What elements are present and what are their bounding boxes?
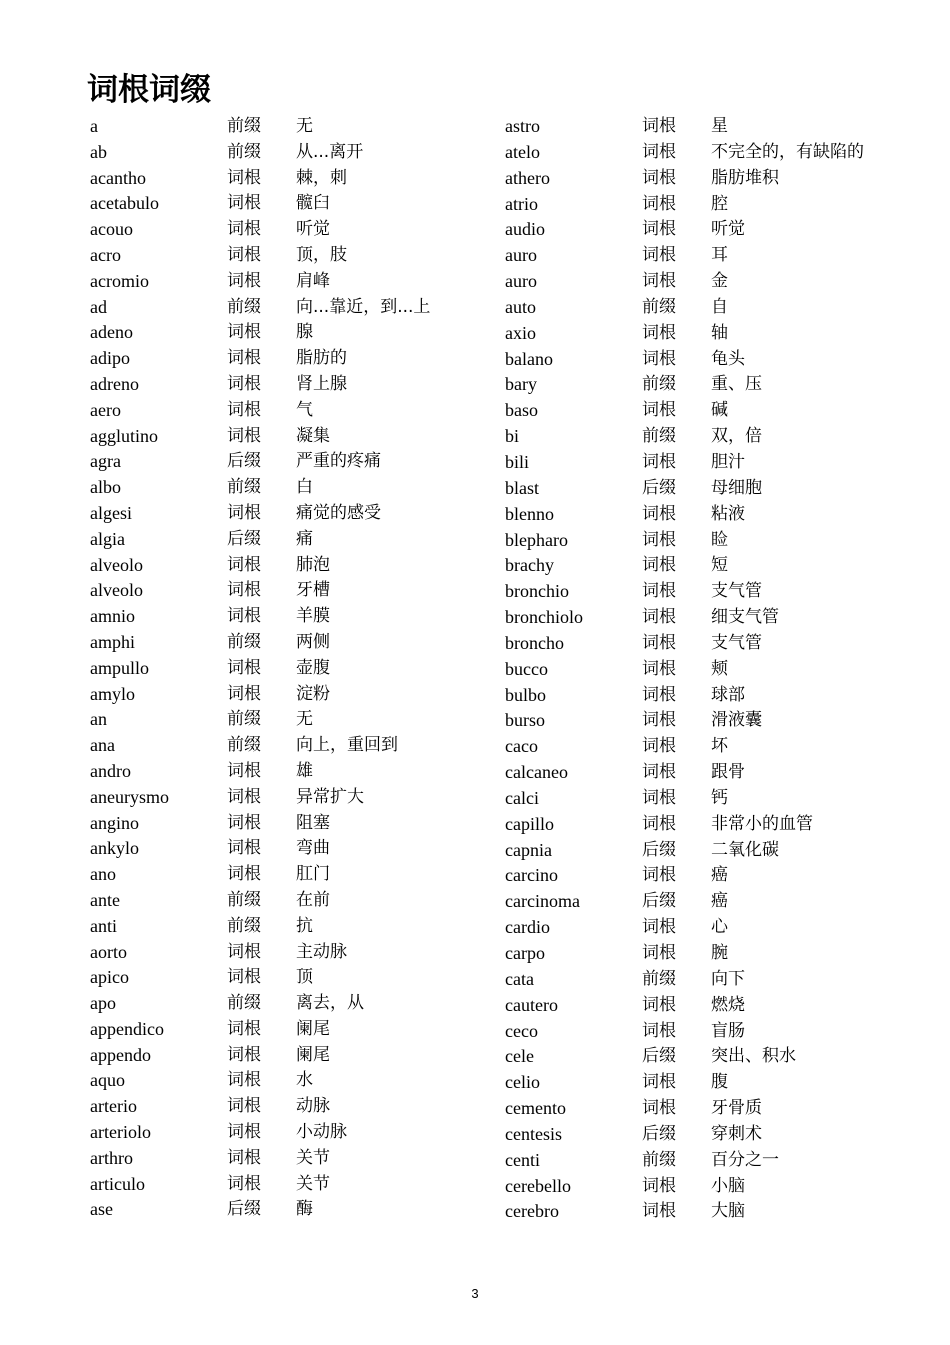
entry-meaning: 凝集: [296, 425, 330, 446]
entry-meaning: 肛门: [296, 864, 330, 885]
entry-meaning: 母细胞: [711, 477, 762, 498]
entry-term: aneurysmo: [90, 786, 169, 807]
entry-term: ante: [90, 889, 120, 910]
entry-type: 前缀: [227, 296, 261, 317]
entry-term: burso: [505, 710, 545, 731]
entry-meaning: 主动脉: [296, 941, 347, 962]
entry-type: 词根: [642, 1098, 676, 1119]
entry-type: 词根: [227, 348, 261, 369]
entry-meaning: 弯曲: [296, 838, 330, 859]
entry-meaning: 球部: [711, 684, 745, 705]
entry-type: 词根: [227, 167, 261, 188]
entry-meaning: 顶: [296, 967, 313, 988]
entry-term: amnio: [90, 606, 135, 627]
entry-term: blenno: [505, 503, 554, 524]
entry-type: 词根: [642, 348, 676, 369]
entry-term: caco: [505, 736, 538, 757]
entry-type: 词根: [642, 219, 676, 240]
entry-meaning: 无: [296, 116, 313, 136]
entry-type: 词根: [642, 193, 676, 214]
entry-meaning: 阻塞: [296, 812, 330, 833]
entry-term: algesi: [90, 502, 132, 523]
entry-meaning: 碱: [711, 400, 728, 421]
entry-meaning: 顶，肢: [296, 244, 347, 265]
entry-term: acouo: [90, 219, 133, 240]
entry-type: 后缀: [642, 477, 676, 498]
entry-term: adipo: [90, 348, 130, 369]
entry-meaning: 不完全的，有缺陷的: [711, 141, 864, 162]
entry-meaning: 离去，从: [296, 993, 364, 1014]
entry-type: 词根: [642, 245, 676, 266]
entry-type: 词根: [227, 1122, 261, 1143]
entry-term: atrio: [505, 193, 538, 214]
entry-meaning: 雄: [296, 760, 313, 781]
entry-meaning: 胆汁: [711, 451, 745, 472]
entry-term: algia: [90, 528, 125, 549]
entry-term: auro: [505, 245, 537, 266]
entry-type: 前缀: [642, 374, 676, 395]
entry-meaning: 羊膜: [296, 606, 330, 627]
entry-term: bary: [505, 374, 537, 395]
entry-type: 词根: [642, 736, 676, 757]
page-title: 词根词缀: [87, 72, 211, 108]
entry-term: appendico: [90, 1018, 164, 1039]
entry-term: aero: [90, 399, 121, 420]
entry-type: 词根: [642, 400, 676, 421]
entry-type: 词根: [642, 684, 676, 705]
page-number: 3: [471, 1286, 479, 1301]
entry-term: bronchio: [505, 581, 569, 602]
entry-term: cerebello: [505, 1175, 571, 1196]
entry-meaning: 龟头: [711, 348, 745, 369]
entry-type: 词根: [227, 786, 261, 807]
entry-term: aquo: [90, 1070, 125, 1091]
entry-type: 前缀: [227, 709, 261, 730]
entry-meaning: 听觉: [711, 219, 745, 240]
entry-term: angino: [90, 812, 139, 833]
entry-meaning: 粘液: [711, 503, 745, 524]
entry-term: carpo: [505, 943, 545, 963]
entry-meaning: 耳: [711, 245, 728, 266]
entry-meaning: 从...离开: [296, 141, 364, 162]
entry-type: 词根: [642, 322, 676, 343]
entry-term: calci: [505, 787, 539, 808]
entry-type: 词根: [642, 813, 676, 834]
entry-meaning: 腔: [711, 193, 728, 214]
entry-meaning: 睑: [711, 529, 728, 550]
entry-type: 词根: [642, 762, 676, 783]
entry-meaning: 支气管: [711, 632, 762, 653]
entry-meaning: 小脑: [711, 1175, 745, 1196]
entry-type: 词根: [227, 864, 261, 885]
entry-meaning: 突出、积水: [711, 1046, 796, 1067]
entry-meaning: 牙槽: [296, 580, 330, 601]
entry-type: 词根: [227, 1018, 261, 1039]
entry-meaning: 髋臼: [296, 193, 330, 214]
entry-term: ana: [90, 735, 115, 756]
entry-type: 词根: [227, 244, 261, 265]
entry-type: 词根: [642, 451, 676, 472]
entry-term: appendo: [90, 1044, 151, 1065]
entry-type: 词根: [227, 812, 261, 833]
entry-term: cerebro: [505, 1201, 559, 1222]
entry-term: blast: [505, 477, 539, 498]
entry-meaning: 向上，重回到: [296, 735, 398, 756]
entry-meaning: 轴: [711, 322, 728, 343]
entry-type: 词根: [227, 941, 261, 962]
entry-term: acro: [90, 244, 121, 265]
entry-meaning: 水: [296, 1070, 313, 1091]
entry-term: brachy: [505, 555, 554, 576]
entry-meaning: 心: [711, 917, 728, 938]
entry-term: bucco: [505, 658, 548, 679]
entry-type: 后缀: [227, 451, 261, 472]
entry-term: audio: [505, 219, 545, 240]
entry-type: 词根: [227, 554, 261, 575]
entry-term: agra: [90, 451, 121, 472]
entry-meaning: 异常扩大: [296, 786, 364, 807]
entry-term: an: [90, 709, 107, 730]
entry-type: 词根: [227, 606, 261, 627]
entry-term: ankylo: [90, 838, 139, 859]
entry-term: bronchiolo: [505, 607, 583, 628]
entry-term: atelo: [505, 141, 540, 162]
entry-meaning: 肩峰: [296, 270, 330, 291]
entry-type: 词根: [227, 425, 261, 446]
entry-type: 词根: [227, 1096, 261, 1117]
entry-type: 词根: [642, 529, 676, 550]
entry-type: 词根: [642, 1072, 676, 1093]
entry-type: 词根: [642, 607, 676, 628]
entry-meaning: 向...靠近，到...上: [296, 296, 431, 317]
entry-term: agglutino: [90, 425, 158, 446]
entry-term: centesis: [505, 1123, 562, 1144]
entry-type: 词根: [227, 580, 261, 601]
entry-term: adreno: [90, 373, 139, 394]
entry-meaning: 自: [711, 296, 728, 317]
entry-meaning: 颊: [711, 658, 728, 679]
entry-term: capnia: [505, 839, 552, 860]
entry-meaning: 关节: [296, 1173, 330, 1194]
entry-meaning: 细支气管: [711, 607, 779, 628]
entry-term: apo: [90, 993, 116, 1014]
entry-type: 词根: [642, 271, 676, 292]
entry-type: 前缀: [227, 116, 261, 136]
entry-type: 词根: [642, 943, 676, 963]
entry-meaning: 气: [296, 399, 313, 420]
entry-type: 词根: [642, 555, 676, 576]
entry-type: 词根: [642, 658, 676, 679]
entry-type: 词根: [642, 167, 676, 188]
entry-type: 前缀: [642, 1149, 676, 1170]
entry-type: 词根: [642, 1175, 676, 1196]
entry-meaning: 两侧: [296, 631, 330, 652]
entry-term: cata: [505, 968, 534, 989]
entry-term: balano: [505, 348, 553, 369]
entry-term: articulo: [90, 1173, 145, 1194]
entry-meaning: 关节: [296, 1147, 330, 1168]
entry-term: ase: [90, 1199, 113, 1220]
entry-meaning: 痛: [296, 528, 313, 549]
entry-type: 词根: [227, 838, 261, 859]
entry-term: astro: [505, 116, 540, 136]
entry-type: 后缀: [227, 528, 261, 549]
entry-term: acantho: [90, 167, 146, 188]
entry-term: acromio: [90, 270, 149, 291]
entry-term: arteriolo: [90, 1122, 151, 1143]
entry-term: baso: [505, 400, 538, 421]
entry-type: 后缀: [642, 839, 676, 860]
entry-term: alveolo: [90, 580, 143, 601]
entry-type: 词根: [642, 141, 676, 162]
entry-type: 词根: [642, 865, 676, 886]
entry-type: 前缀: [227, 889, 261, 910]
entry-term: calcaneo: [505, 762, 568, 783]
entry-term: bili: [505, 451, 530, 472]
entry-term: ab: [90, 141, 107, 162]
entry-meaning: 腺: [296, 322, 313, 343]
entry-meaning: 二氧化碳: [711, 839, 779, 860]
entry-term: ad: [90, 296, 107, 317]
entry-type: 前缀: [227, 141, 261, 162]
entry-term: broncho: [505, 632, 564, 653]
entry-type: 前缀: [642, 426, 676, 447]
entry-type: 词根: [642, 632, 676, 653]
entry-type: 词根: [227, 1147, 261, 1168]
entry-type: 词根: [227, 657, 261, 678]
entry-meaning: 腹: [711, 1072, 728, 1093]
entry-type: 词根: [642, 710, 676, 731]
entry-meaning: 壶腹: [296, 657, 330, 678]
entry-meaning: 非常小的血管: [711, 813, 813, 834]
entry-term: carcinoma: [505, 891, 580, 912]
entry-type: 词根: [642, 503, 676, 524]
entry-term: athero: [505, 167, 550, 188]
entry-term: celio: [505, 1072, 540, 1093]
entry-meaning: 钙: [711, 787, 728, 808]
entry-term: auro: [505, 271, 537, 292]
entry-term: apico: [90, 967, 129, 988]
entry-term: arterio: [90, 1096, 137, 1117]
entry-type: 词根: [227, 760, 261, 781]
entry-term: acetabulo: [90, 193, 159, 214]
entry-term: blepharo: [505, 529, 568, 550]
entry-meaning: 癌: [711, 865, 728, 886]
entry-meaning: 严重的疼痛: [296, 451, 381, 472]
entry-term: bulbo: [505, 684, 547, 705]
entry-term: ampullo: [90, 657, 149, 678]
entry-meaning: 肾上腺: [296, 373, 347, 394]
entry-type: 词根: [227, 322, 261, 343]
entry-meaning: 百分之一: [711, 1149, 779, 1170]
entry-meaning: 向下: [711, 968, 745, 989]
entry-meaning: 抗: [296, 915, 313, 936]
entry-type: 后缀: [642, 1046, 676, 1067]
entry-type: 词根: [642, 581, 676, 602]
entry-meaning: 重、压: [711, 374, 762, 395]
entry-type: 词根: [227, 1044, 261, 1065]
entry-type: 词根: [227, 502, 261, 523]
entry-type: 前缀: [642, 296, 676, 317]
entry-type: 前缀: [227, 631, 261, 652]
entry-term: cautero: [505, 994, 558, 1015]
entry-type: 词根: [227, 1070, 261, 1091]
entry-term: auto: [505, 296, 536, 317]
entry-meaning: 穿刺术: [711, 1123, 762, 1144]
entry-meaning: 坏: [711, 736, 728, 757]
entry-type: 词根: [642, 1201, 676, 1222]
entry-type: 后缀: [642, 891, 676, 912]
entry-type: 前缀: [227, 993, 261, 1014]
entry-meaning: 酶: [296, 1199, 313, 1220]
entry-type: 词根: [642, 994, 676, 1015]
entry-type: 词根: [227, 399, 261, 420]
entry-type: 后缀: [227, 1199, 261, 1220]
entry-meaning: 支气管: [711, 581, 762, 602]
entry-term: cardio: [505, 917, 550, 938]
entry-meaning: 在前: [296, 889, 330, 910]
entry-term: capillo: [505, 813, 554, 834]
entry-meaning: 短: [711, 555, 728, 576]
entry-term: andro: [90, 760, 131, 781]
entry-meaning: 大脑: [711, 1201, 745, 1222]
entry-type: 前缀: [642, 968, 676, 989]
entry-term: centi: [505, 1149, 540, 1170]
entry-term: albo: [90, 477, 121, 498]
entry-type: 前缀: [227, 915, 261, 936]
entry-meaning: 盲肠: [711, 1020, 745, 1041]
entry-term: cemento: [505, 1098, 566, 1119]
entry-type: 前缀: [227, 477, 261, 498]
entry-meaning: 听觉: [296, 219, 330, 240]
entry-type: 词根: [642, 787, 676, 808]
entry-meaning: 腕: [711, 943, 728, 963]
entry-type: 词根: [642, 1020, 676, 1041]
entry-term: alveolo: [90, 554, 143, 575]
entry-meaning: 金: [711, 271, 728, 292]
entry-type: 前缀: [227, 735, 261, 756]
entry-term: ceco: [505, 1020, 538, 1041]
entry-term: bi: [505, 426, 520, 447]
entry-term: anti: [90, 915, 117, 936]
entry-type: 词根: [227, 193, 261, 214]
entry-type: 词根: [227, 683, 261, 704]
entry-type: 词根: [642, 116, 676, 136]
entry-type: 词根: [642, 917, 676, 938]
entry-meaning: 阑尾: [296, 1018, 330, 1039]
entry-type: 词根: [227, 270, 261, 291]
entry-meaning: 脂肪堆积: [711, 167, 779, 188]
entry-type: 词根: [227, 373, 261, 394]
entry-term: cele: [505, 1046, 534, 1067]
entry-meaning: 滑液囊: [711, 710, 762, 731]
entry-term: arthro: [90, 1147, 133, 1168]
entry-meaning: 淀粉: [296, 683, 330, 704]
entry-meaning: 牙骨质: [711, 1098, 762, 1119]
entry-term: amphi: [90, 631, 135, 652]
entry-term: amylo: [90, 683, 135, 704]
entry-meaning: 动脉: [296, 1096, 330, 1117]
entry-type: 后缀: [642, 1123, 676, 1144]
entry-meaning: 痛觉的感受: [296, 502, 381, 523]
entry-type: 词根: [227, 219, 261, 240]
entry-term: adeno: [90, 322, 133, 343]
entry-meaning: 小动脉: [296, 1122, 347, 1143]
entry-meaning: 燃烧: [711, 994, 745, 1015]
entry-term: carcino: [505, 865, 558, 886]
entry-meaning: 无: [296, 709, 313, 730]
entry-meaning: 白: [296, 477, 313, 498]
entry-meaning: 肺泡: [296, 554, 330, 575]
entry-meaning: 棘，刺: [296, 167, 347, 188]
entry-meaning: 脂肪的: [296, 348, 347, 369]
entry-meaning: 星: [711, 116, 728, 136]
entry-term: a: [90, 116, 98, 136]
entry-type: 词根: [227, 1173, 261, 1194]
entry-type: 词根: [227, 967, 261, 988]
entry-meaning: 癌: [711, 891, 728, 912]
entry-term: aorto: [90, 941, 127, 962]
entry-term: ano: [90, 864, 116, 885]
entry-term: axio: [505, 322, 536, 343]
entry-meaning: 阑尾: [296, 1044, 330, 1065]
entry-meaning: 双，倍: [711, 426, 762, 447]
entry-meaning: 跟骨: [711, 762, 745, 783]
